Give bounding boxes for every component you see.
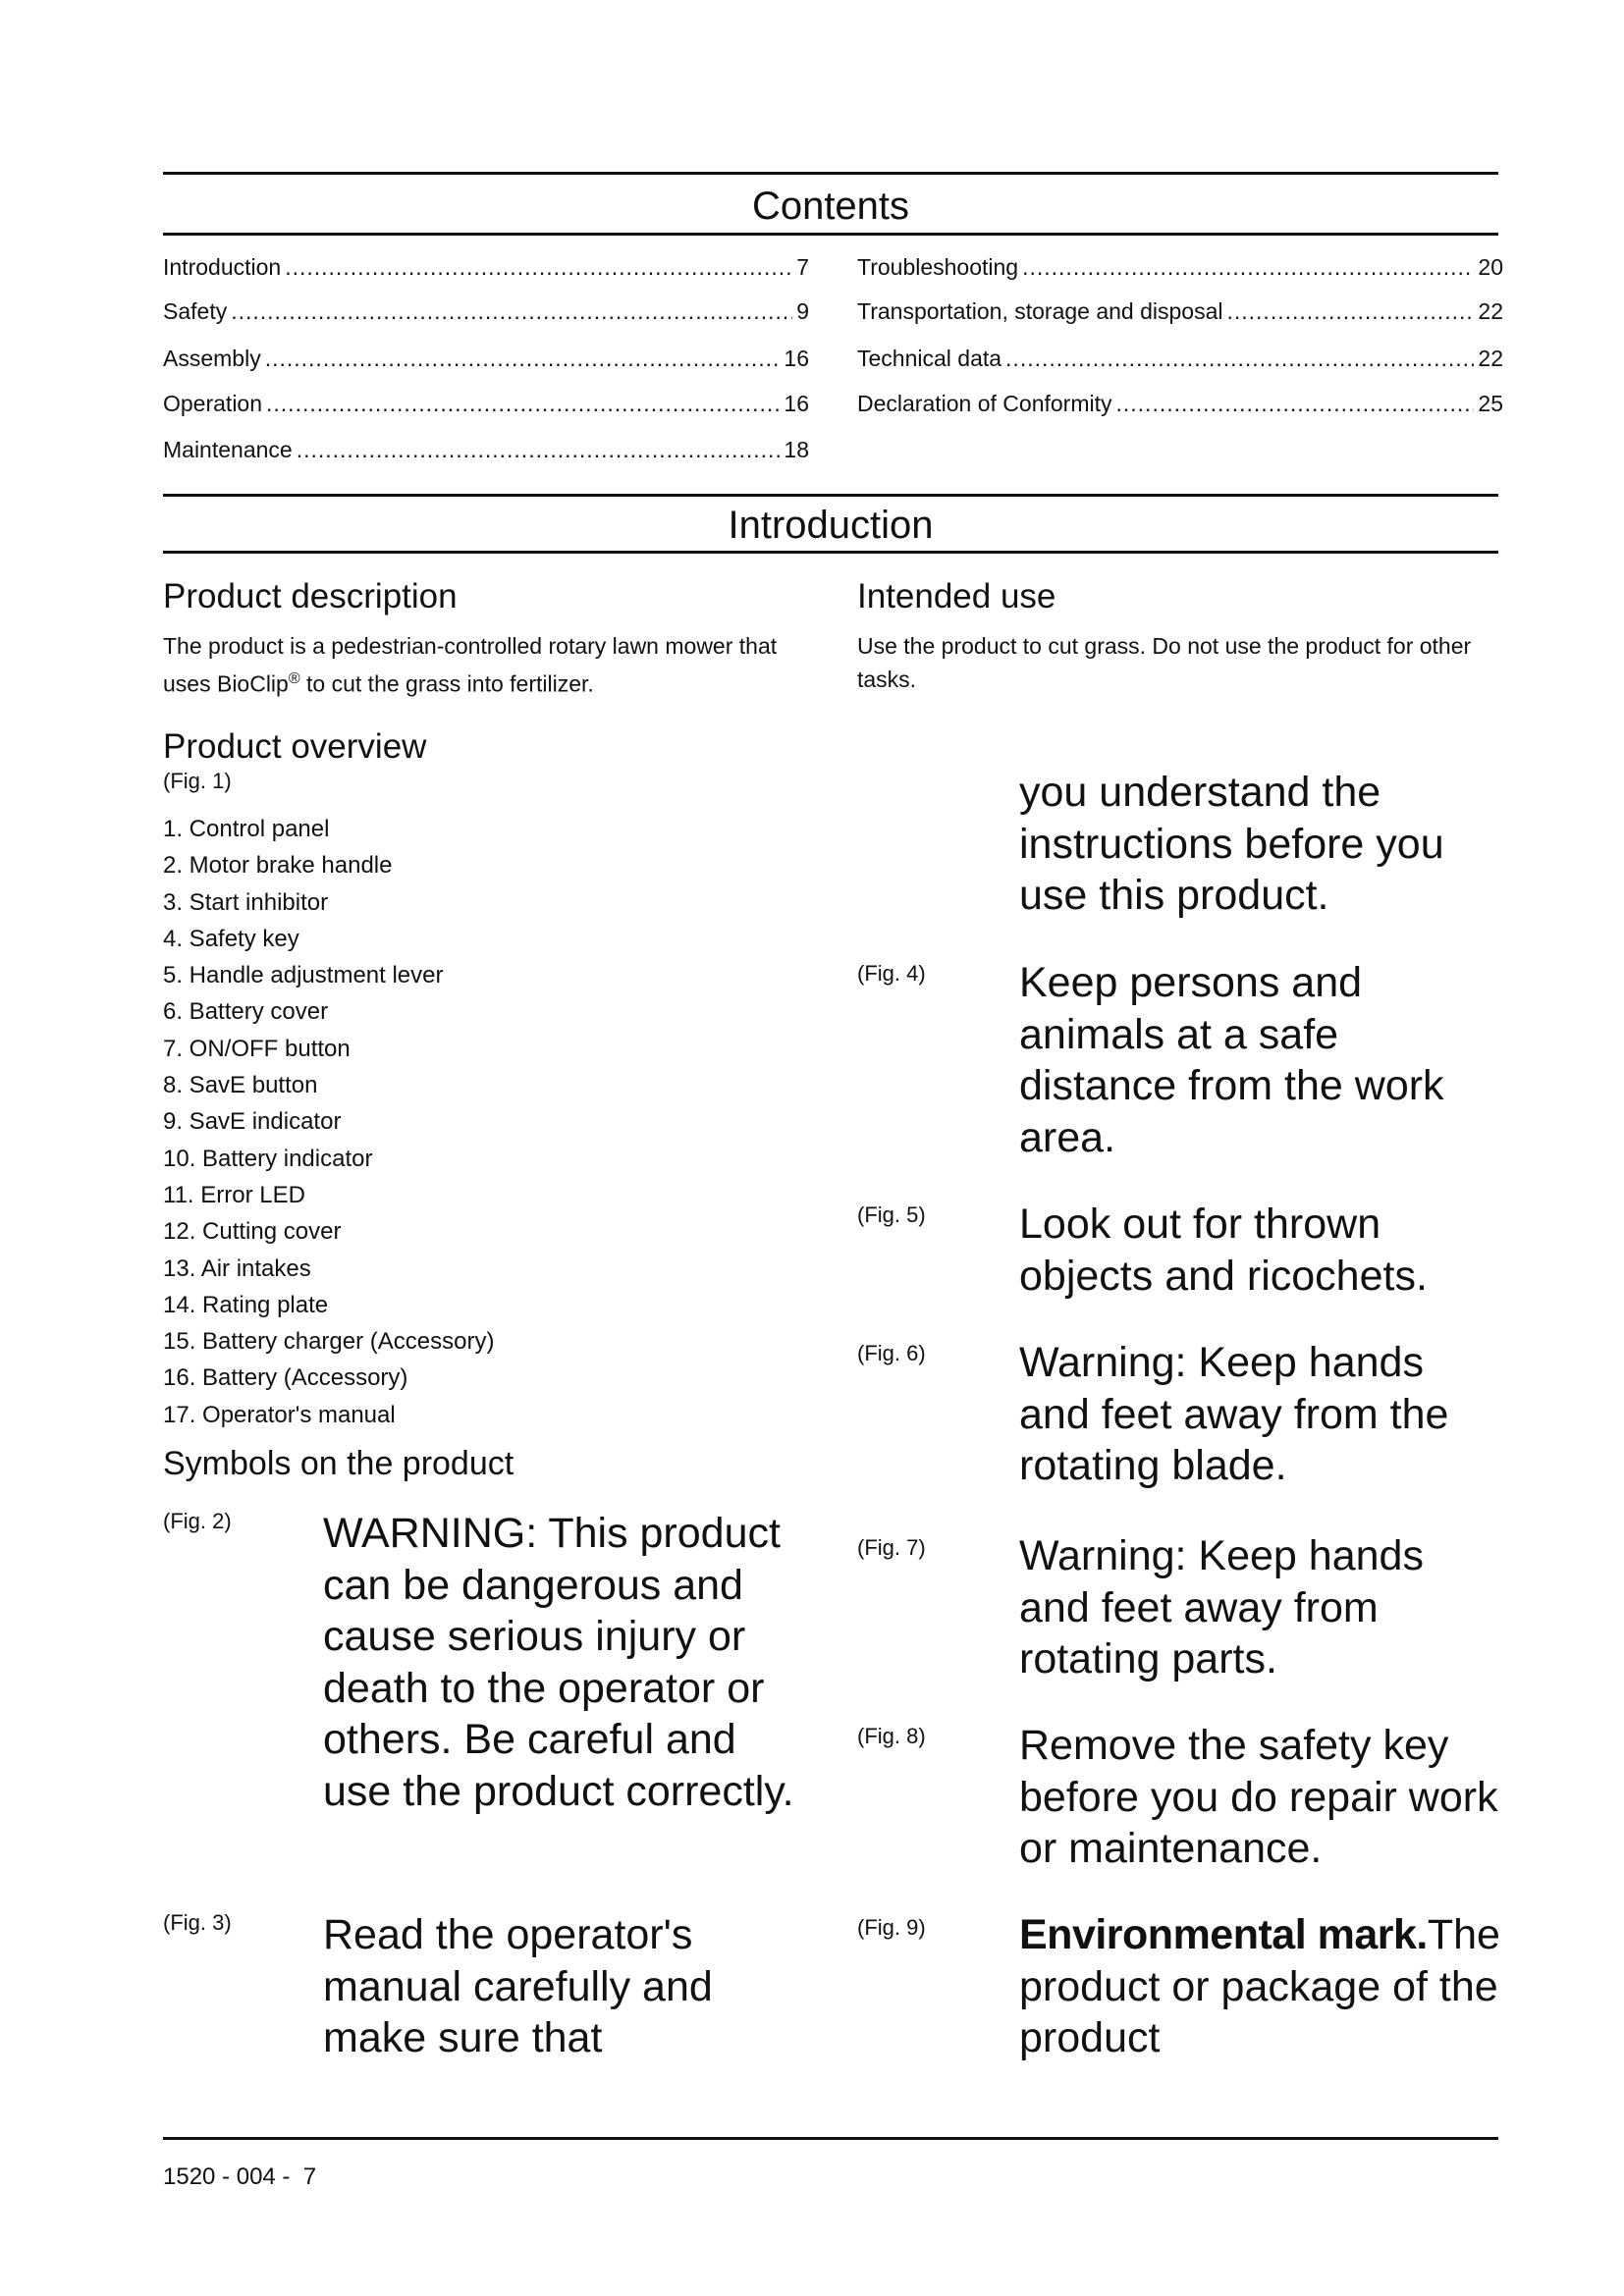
fig-8-ref: (Fig. 8) bbox=[857, 1724, 926, 1748]
list-item: 17. Operator's manual bbox=[163, 1401, 396, 1428]
footer-rule bbox=[163, 2137, 1498, 2140]
toc-item-declaration[interactable]: Declaration of Conformity ..... 25 bbox=[857, 390, 1503, 417]
list-item: 7. ON/OFF button bbox=[163, 1035, 351, 1062]
list-item: 16. Battery (Accessory) bbox=[163, 1364, 408, 1392]
toc-item-operation[interactable]: Operation ..... 16 bbox=[163, 390, 809, 417]
introduction-top-rule bbox=[163, 494, 1498, 497]
fig-3-ref: (Fig. 3) bbox=[163, 1910, 232, 1935]
page-reference: 1520 - 004 - 7 bbox=[163, 2163, 317, 2190]
list-item: 10. Battery indicator bbox=[163, 1145, 373, 1172]
toc-item-introduction[interactable]: Introduction ..... 7 bbox=[163, 253, 809, 281]
registered-mark: ® bbox=[288, 670, 300, 687]
symbol-rotating-blade-text: Warning: Keep hands and feet away from the rotating blade. bbox=[1019, 1339, 1449, 1489]
symbol-environmental-mark-text: Environmental mark.The product or package of the product bbox=[1019, 1911, 1500, 2061]
toc-item-safety[interactable]: Safety ..... 9 bbox=[163, 297, 809, 325]
intended-use-heading: Intended use bbox=[857, 577, 1056, 615]
introduction-title: Introduction bbox=[728, 504, 934, 547]
fig-5-ref: (Fig. 5) bbox=[857, 1202, 926, 1227]
environmental-mark-label: Environmental mark. bbox=[1019, 1911, 1428, 1958]
symbol-thrown-objects-text: Look out for thrown objects and ricochets. bbox=[1019, 1201, 1428, 1300]
fig-1-ref: (Fig. 1) bbox=[163, 769, 232, 793]
fig-6-ref: (Fig. 6) bbox=[857, 1341, 926, 1365]
toc-item-technical-data[interactable]: Technical data ..... 22 bbox=[857, 345, 1503, 372]
symbol-warning-text: WARNING: This product can be dangerous and cause serious injury or death to the operator or others. Be careful and use the product correctly. bbox=[323, 1510, 794, 1815]
symbol-read-manual-continued: you understand the instructions before you use this product. bbox=[1019, 769, 1444, 919]
list-item: 13. Air intakes bbox=[163, 1255, 311, 1282]
product-description-text: The product is a pedestrian-controlled rotary lawn mower that uses BioClip® to cut the grass into fertilizer. bbox=[163, 633, 778, 697]
list-item: 5. Handle adjustment lever bbox=[163, 962, 444, 989]
contents-title: Contents bbox=[751, 185, 910, 228]
list-item: 11. Error LED bbox=[163, 1181, 305, 1208]
product-description-heading: Product description bbox=[163, 577, 458, 615]
list-item: 2. Motor brake handle bbox=[163, 852, 393, 880]
fig-7-ref: (Fig. 7) bbox=[857, 1535, 926, 1560]
list-item: 14. Rating plate bbox=[163, 1291, 329, 1318]
intended-use-text: Use the product to cut grass. Do not use the product for other tasks. bbox=[857, 633, 1472, 692]
list-item: 8. SavE button bbox=[163, 1072, 318, 1099]
symbol-rotating-parts-text: Warning: Keep hands and feet away from rotating parts. bbox=[1019, 1532, 1424, 1682]
introduction-bottom-rule bbox=[163, 551, 1498, 554]
list-item: 3. Start inhibitor bbox=[163, 888, 329, 916]
symbol-keep-distance-text: Keep persons and animals at a safe distance from the work area. bbox=[1019, 959, 1444, 1161]
list-item: 1. Control panel bbox=[163, 816, 330, 842]
list-item: 9. SavE indicator bbox=[163, 1108, 342, 1136]
list-item: 15. Battery charger (Accessory) bbox=[163, 1328, 495, 1356]
fig-4-ref: (Fig. 4) bbox=[857, 961, 926, 986]
product-overview-list bbox=[163, 811, 494, 1433]
symbol-read-manual-text: Read the operator's manual carefully and make sure that bbox=[323, 1911, 713, 2061]
toc-item-transportation[interactable]: Transportation, storage and disposal ..... 22 bbox=[857, 297, 1503, 325]
list-item: 4. Safety key bbox=[163, 925, 299, 952]
list-item: 12. Cutting cover bbox=[163, 1218, 342, 1246]
fig-9-ref: (Fig. 9) bbox=[857, 1915, 926, 1940]
toc-item-troubleshooting[interactable]: Troubleshooting ..... 20 bbox=[857, 253, 1503, 281]
list-item: 6. Battery cover bbox=[163, 998, 329, 1026]
toc-item-maintenance[interactable]: Maintenance ..... 18 bbox=[163, 436, 809, 463]
toc-item-assembly[interactable]: Assembly ..... 16 bbox=[163, 345, 809, 372]
contents-top-rule bbox=[163, 172, 1498, 175]
product-overview-heading: Product overview bbox=[163, 727, 427, 766]
contents-bottom-rule bbox=[163, 233, 1498, 236]
fig-2-ref: (Fig. 2) bbox=[163, 1509, 232, 1533]
symbol-remove-safety-key-text: Remove the safety key before you do repair work or maintenance. bbox=[1019, 1722, 1498, 1872]
symbols-heading: Symbols on the product bbox=[163, 1445, 514, 1482]
